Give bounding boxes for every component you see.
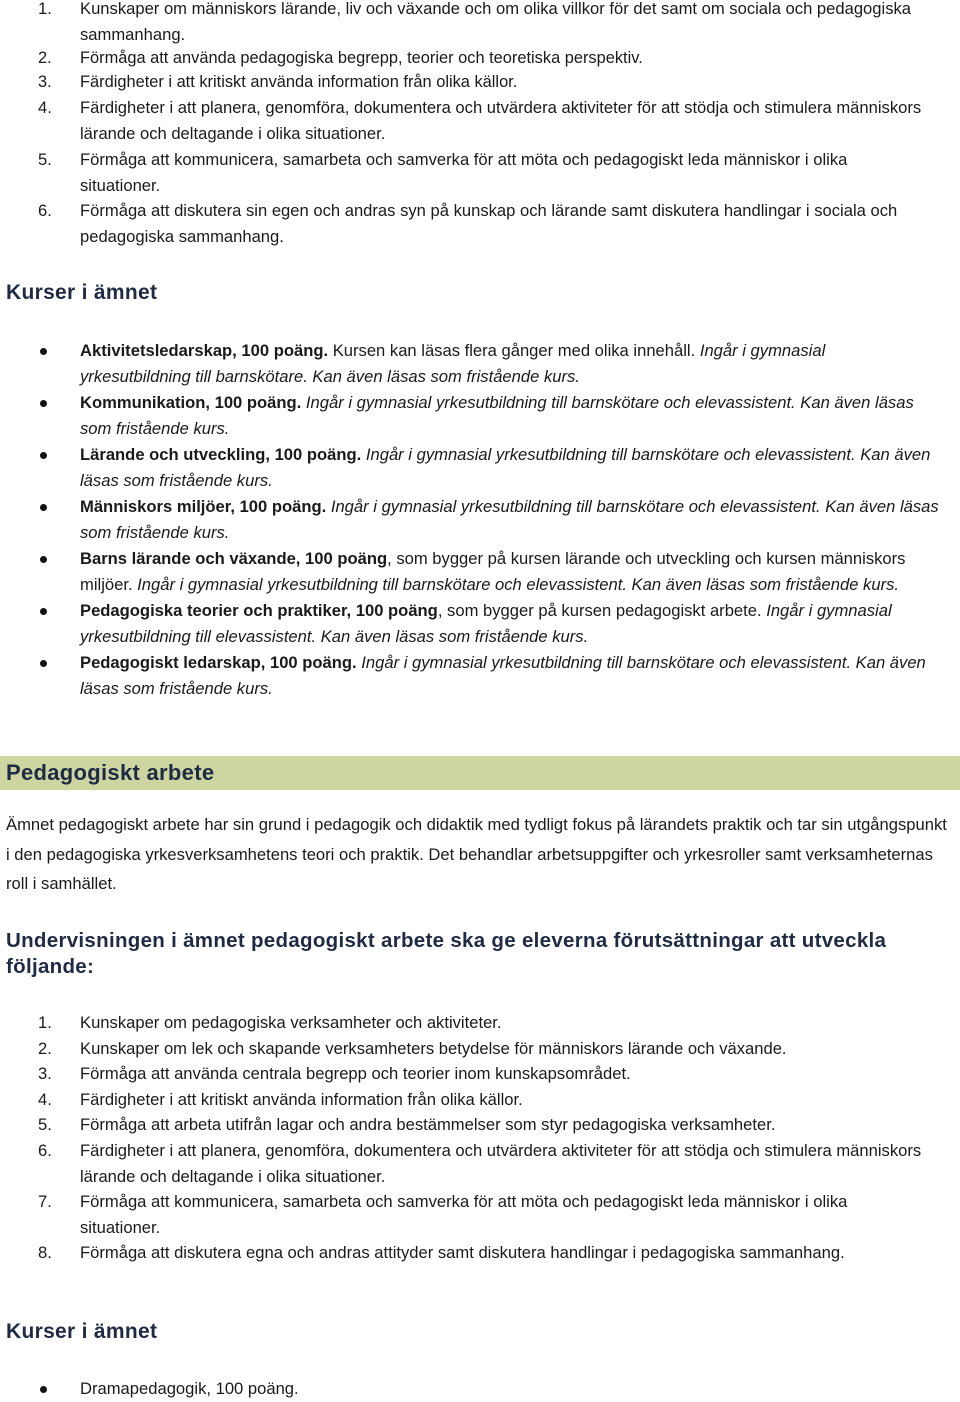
bullet-icon [40,660,47,667]
bullet-icon [40,608,47,615]
courses-list-2 [0,1376,960,1402]
bullet-icon [40,348,47,355]
course-item: Dramapedagogik, 100 poäng. [0,1376,960,1402]
goals-list [0,1010,960,1266]
courses-list-1 [0,338,960,702]
bullet-icon [40,504,47,511]
courses-heading-2: Kurser i ämnet [6,1320,158,1343]
bullet-icon [40,400,47,407]
bullet-icon [40,556,47,563]
course-item: Pedagogiska teorier och praktiker, 100 poäng, som bygger på kursen pedagogiskt arbete. Ingår i gymnasial yrkesutbildning till elevassistent. Kan även läsas som fristående kurs. [0,598,960,650]
course-item: Människors miljöer, 100 poäng. Ingår i gymnasial yrkesutbildning till barnskötare och elevassistent. Kan även läsas som fristående kurs. [0,494,960,546]
goal-item: 5. Förmåga att kommunicera, samarbeta och samverka för att möta och pedagogiskt leda människor i olika situationer. [38,149,848,195]
goal-item: 6. Förmåga att diskutera sin egen och andras syn på kunskap och lärande samt diskutera handlingar i sociala och pedagogiska sammanhang. [38,201,898,246]
goal-item: 2. Kunskaper om lek och skapande verksamheters betydelse för människors lärande och växande. [38,1038,787,1058]
goal-item: 2. Förmåga att använda pedagogiska begrepp, teorier och teoretiska perspektiv. [38,49,643,68]
goal-item: 6. Färdigheter i att planera, genomföra, dokumentera och utvärdera aktiviteter för att stödja och stimulera människors lärande och deltagande i olika situationer. [38,1140,922,1186]
course-item: Aktivitetsledarskap, 100 poäng. Kursen kan läsas flera gånger med olika innehåll. Ingår i gymnasial yrkesutbildning till barnskötare. Kan även läsas som fristående kurs. [0,338,960,390]
subject-intro-paragraph: Ämnet pedagogiskt arbete har sin grund i pedagogik och didaktik med tydligt fokus på lärandets praktik och tar sin utgångspunkt i den pedagogiska yrkesverksamhetens teori och praktik. Det behandlar arbetsuppgifter och yrkesroller samt verksamheternas roll i samhället. [6,815,947,893]
goal-item: 3. Färdigheter i att kritiskt använda information från olika källor. [38,73,518,92]
goals-list-previous-subject [0,0,960,250]
section-title: Pedagogiskt arbete [6,760,215,785]
goal-item: 4. Färdigheter i att kritiskt använda information från olika källor. [38,1089,523,1109]
goal-item: 4. Färdigheter i att planera, genomföra, dokumentera och utvärdera aktiviteter för att stödja och stimulera människors lärande och deltagande i olika situationer. [38,98,922,144]
goal-item: 7. Förmåga att kommunicera, samarbeta och samverka för att möta och pedagogiskt leda människor i olika situationer. [38,1192,848,1237]
course-item: Lärande och utveckling, 100 poäng. Ingår i gymnasial yrkesutbildning till barnskötare och elevassistent. Kan även läsas som fristående kurs. [0,442,960,494]
course-item: Kommunikation, 100 poäng. Ingår i gymnasial yrkesutbildning till barnskötare och elevassistent. Kan även läsas som fristående kurs. [0,390,960,442]
bullet-icon [40,1386,47,1393]
goal-item: 5. Förmåga att arbeta utifrån lagar och andra bestämmelser som styr pedagogiska verksamheter. [38,1115,776,1135]
courses-heading-1: Kurser i ämnet [6,281,158,304]
goal-item: 8. Förmåga att diskutera egna och andras attityder samt diskutera handlingar i pedagogiska sammanhang. [38,1243,845,1263]
course-item: Barns lärande och växande, 100 poäng, som bygger på kursen lärande och utveckling och kursen människors miljöer. Ingår i gymnasial yrkesutbildning till barnskötare och elevassistent. Kan även läsas som fristående kurs. [0,546,960,598]
course-item: Pedagogiskt ledarskap, 100 poäng. Ingår i gymnasial yrkesutbildning till barnskötare och elevassistent. Kan även läsas som fristående kurs. [0,650,960,702]
goal-item: 1. Kunskaper om pedagogiska verksamheter och aktiviteter. [38,1013,502,1032]
section-header-band [0,756,960,790]
bullet-icon [40,452,47,459]
goals-heading: Undervisningen i ämnet pedagogiskt arbete ska ge eleverna förutsättningar att utveckla följande: [6,929,887,978]
goal-item: 3. Förmåga att använda centrala begrepp och teorier inom kunskapsområdet. [38,1064,631,1084]
goal-item: 1. Kunskaper om människors lärande, liv och växande och om olika villkor för det samt om sociala och pedagogiska sammanhang. [38,0,912,44]
